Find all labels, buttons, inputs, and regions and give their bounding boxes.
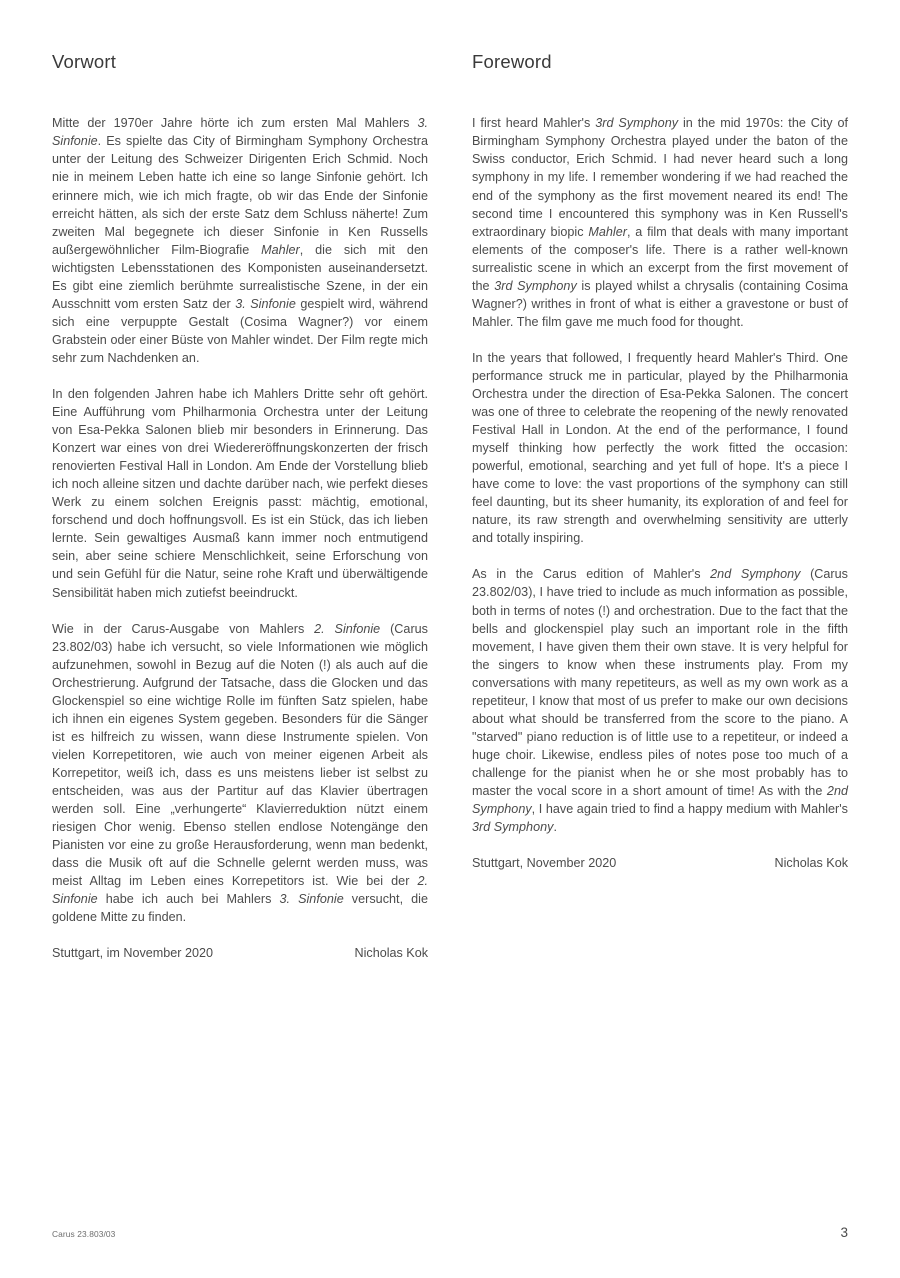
german-signature-name: Nicholas Kok: [354, 946, 428, 961]
german-paragraph-1: Mitte der 1970er Jahre hörte ich zum ersten Mal Mahlers 3. Sinfonie. Es spielte das City of Birmingham Symphony Orchestra unter der Leitung des Schweizer Dirigenten Erich Schmid. Noch nie in meinem Leben hatte ich eine so lange Sinfonie gehört. Ich erinnere mich, wie ich mich fragte, ob wir das Ende der Sinfonie erreicht hätten, als sich der erste Satz dem Schluss näherte! Zum zweiten Mal begegnete ich dieser Sinfonie in Ken Russells außergewöhnlicher Film-Biografie Mahler, die sich mit den wichtigsten Lebensstationen des Komponisten auseinandersetzt. Es gibt eine ziemlich berühmte surrealistische Szene, in der ein Ausschnitt vom ersten Satz der 3. Sinfonie gespielt wird, während sich eine verpuppte Gestalt (Cosima Wagner?) vor einem Grabstein oder einer Büste von Mahler windet. Der Film regte mich sehr zum Nachdenken an.: [52, 116, 428, 365]
german-paragraph-2: In den folgenden Jahren habe ich Mahlers Dritte sehr oft gehört. Eine Aufführung vom Philharmonia Orchestra unter der Leitung von Esa-Pekka Salonen blieb mir besonders in Erinnerung. Das Konzert war eines von drei Wiedereröffnungskonzerten der frisch renovierten Festival Hall in London. Am Ende der Vorstellung blieb ich noch alleine sitzen und dachte darüber nach, wie perfekt dieses Werk zu einem solchen Ereignis passt: mächtig, emotional, forschend und doch hoffnungsvoll. Es ist ein Stück, das ich lieben lernte. Sein gewaltiges Ausmaß kann immer noch entmutigend sein, aber seine schiere Menschlichkeit, seine Erforschung von und sein Gefühl für die Natur, seine rohe Kraft und überwältigende Sensibilität haben mich zutiefst beeindruckt.: [52, 387, 428, 600]
german-heading: Vorwort: [52, 51, 117, 72]
german-signature-place-date: Stuttgart, im November 2020: [52, 946, 213, 961]
english-paragraph-3: As in the Carus edition of Mahler's 2nd Symphony (Carus 23.802/03), I have tried to include as much information as possible, both in terms of notes (!) and orchestration. Due to the fact that the bells and glockenspiel play such an important role in the fifth movement, I have given them their own stave. It is very helpful for the singers to know when these instruments play. From my conversations with many repetiteurs, as well as my own work as a repetiteur, I know that most of us prefer to make our own decisions about what should be transferred from the score to the piano. A "starved" piano reduction is of little use to a repetiteur, or indeed a huge choir. Likewise, endless piles of notes pose too much of a challenge for the pianist when he or she most probably has to master the vocal score in a short amount of time! As with the 2nd Symphony, I have again tried to find a happy medium with Mahler's 3rd Symphony.: [472, 567, 848, 835]
english-column: [472, 52, 848, 962]
english-signature-name: Nicholas Kok: [774, 856, 848, 871]
english-signature-place-date: Stuttgart, November 2020: [472, 856, 617, 871]
german-paragraph-3: Wie in der Carus-Ausgabe von Mahlers 2. Sinfonie (Carus 23.802/03) habe ich versucht, so viele Informationen wie möglich aufzunehmen, sowohl in Bezug auf die Noten (!) als auch auf die Orchestrierung. Aufgrund der Tatsache, dass die Glocken und das Glockenspiel so eine wichtige Rolle im fünften Satz spielen, habe ich ihnen ein eigenes System gegeben. Besonders für die Sänger ist es hilfreich zu wissen, wann diese Instrumente spielen. Von vielen Korrepetitoren, wie auch von meiner eigenen Arbeit als Korrepetitor, weiß ich, dass es uns meistens lieber ist selbst zu entscheiden, was aus der Partitur auf das Klavier übertragen werden soll. Eine „verhungerte“ Klavierreduktion nützt einem riesigen Chor wenig. Ebenso stellen endlose Notengänge den Pianisten vor eine zu große Herausforderung, wenn man bedenkt, dass die Musik oft auf die Schnelle gelernt werden muss, was meist Alltag im Leben eines Korrepetitors ist. Wie bei der 2. Sinfonie habe ich auch bei Mahlers 3. Sinfonie versucht, die goldene Mitte zu finden.: [52, 621, 429, 925]
page-footer: [52, 1225, 848, 1240]
german-column: [52, 52, 428, 962]
english-paragraph-2: In the years that followed, I frequently heard Mahler's Third. One performance struck me in particular, played by the Philharmonia Orchestra under the direction of Esa-Pekka Salonen. The concert was one of three to celebrate the reopening of the newly renovated Festival Hall in London. At the end of the performance, I found myself thinking how perfectly the work fitted the occasion: powerful, emotional, searching and yet full of hope. It's a piece I have come to love: the vast proportions of the symphony can still feel daunting, but its sheer humanity, its exploration of and feel for nature, its raw strength and overwhelming sensitivity are utterly and totally inspiring.: [472, 350, 848, 546]
english-heading: Foreword: [472, 51, 552, 72]
page-content: [52, 52, 848, 962]
english-signature: [472, 854, 848, 872]
english-paragraph-1: I first heard Mahler's 3rd Symphony in the mid 1970s: the City of Birmingham Symphony Orchestra played under the baton of the Swiss conductor, Erich Schmid. I had never heard such a long symphony in my life. I remember wondering if we had reached the end of the symphony as the first movement neared its end! The second time I encountered this symphony was in Ken Russell's extraordinary biopic Mahler, a film that deals with many important elements of the composer's life. There is a rather well-known surrealistic scene in which an excerpt from the first movement of the 3rd Symphony is played whilst a chrysalis (containing Cosima Wagner?) writhes in front of what is either a gravestone or bust of Mahler. The film gave me much food for thought.: [472, 116, 848, 329]
german-signature: [52, 944, 428, 962]
page-number: 3: [840, 1225, 848, 1240]
edition-number: Carus 23.803/03: [52, 1229, 116, 1239]
two-column-text-body: [52, 52, 848, 962]
